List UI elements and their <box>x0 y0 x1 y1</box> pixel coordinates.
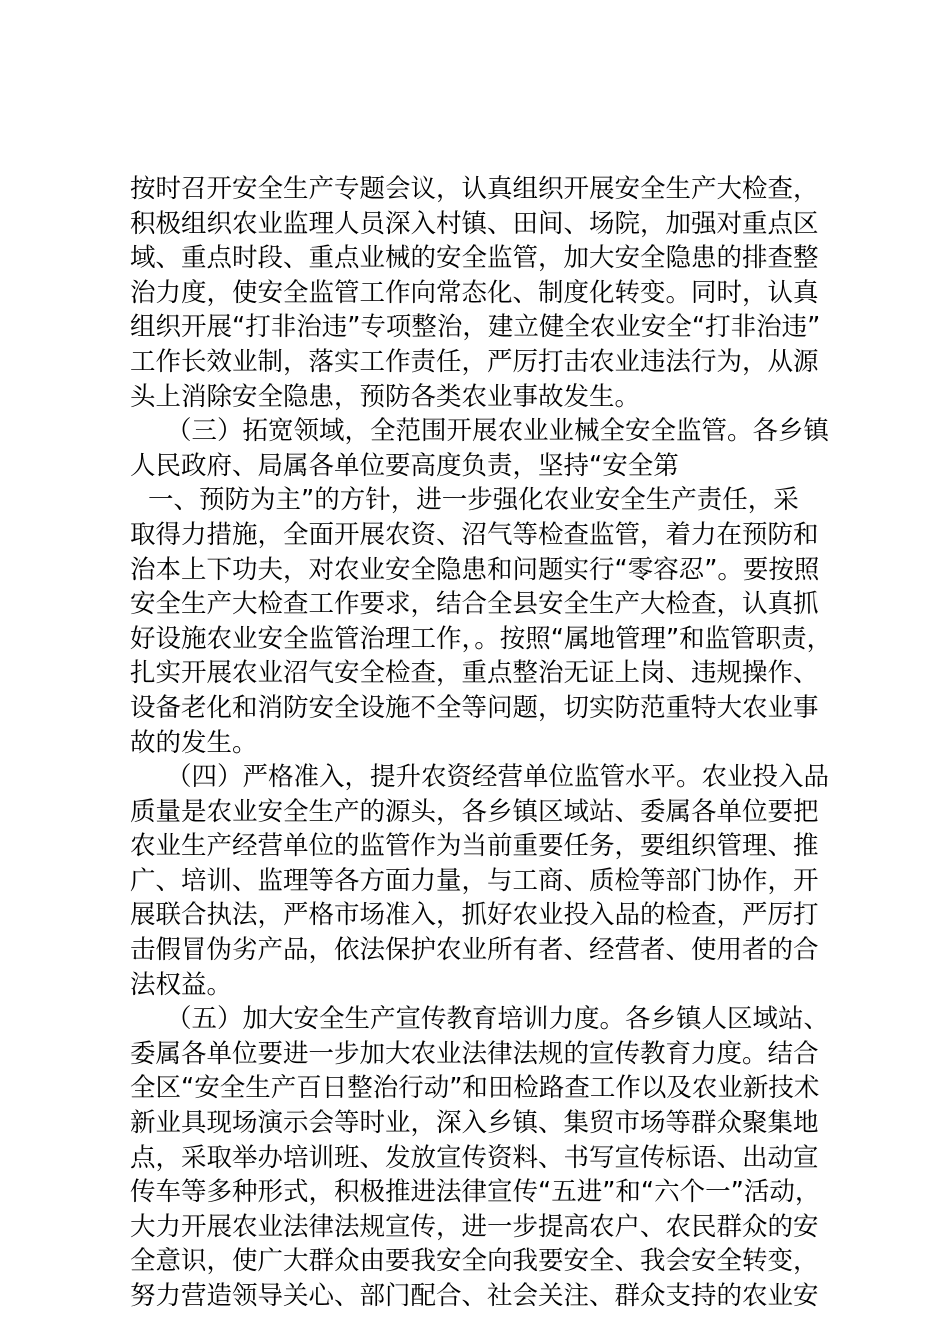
text-line: 全意识，使广大群众由要我安全向我要安全、我会安全转变， <box>130 1246 819 1277</box>
text-line: 委属各单位要进一步加大农业法律法规的宣传教育力度。结合 <box>130 1038 819 1069</box>
text-line: 全区“安全生产百日整治行动”和田检路查工作以及农业新技术 <box>130 1073 820 1104</box>
text-line: 工作长效业制，落实工作责任，严厉打击农业违法行为，从源 <box>130 346 819 377</box>
text-line: 大力开展农业法律法规宣传，进一步提高农户、农民群众的安 <box>130 1211 819 1242</box>
text-line: 农业生产经营单位的监管作为当前重要任务，要组织管理、推 <box>130 831 819 862</box>
text-line: 好设施农业安全监管治理工作，。按照“属地管理”和监管职责， <box>130 623 833 654</box>
text-line: 组织开展“打非治违”专项整治，建立健全农业安全“打非治违” <box>130 312 821 343</box>
text-line: 击假冒伪劣产品，依法保护农业所有者、经营者、使用者的合 <box>130 935 819 966</box>
text-line: 扎实开展农业沼气安全检查，重点整治无证上岗、违规操作、 <box>130 658 819 689</box>
text-line: 质量是农业安全生产的源头，各乡镇区域站、委属各单位要把 <box>130 796 819 827</box>
section-five-heading-line: （五）加大安全生产宣传教育培训力度。各乡镇人区域站、 <box>166 1004 830 1035</box>
text-line: 域、重点时段、重点业械的安全监管，加大安全隐患的排查整 <box>130 243 819 274</box>
text-line: 取得力措施，全面开展农资、沼气等检查监管，着力在预防和 <box>130 519 819 550</box>
text-line: 头上消除安全隐患，预防各类农业事故发生。 <box>130 381 641 412</box>
text-line: 按时召开安全生产专题会议，认真组织开展安全生产大检查， <box>130 174 819 204</box>
section-three-heading-line: （三）拓宽领域，全范围开展农业业械全安全监管。各乡镇 <box>166 416 830 447</box>
text-line: 广、培训、监理等各方面力量，与工商、质检等部门协作，开 <box>130 865 819 896</box>
text-line: 新业具现场演示会等时业，深入乡镇、集贸市场等群众聚集地 <box>130 1108 819 1139</box>
text-line: 传车等多种形式，积极推进法律宣传“五进”和“六个一”活动， <box>130 1177 821 1208</box>
text-line: 故的发生。 <box>130 727 258 758</box>
section-four-heading-line: （四）严格准入，提升农资经营单位监管水平。农业投入品 <box>166 762 830 793</box>
text-line: 努力营造领导关心、部门配合、社会关注、群众支持的农业安 <box>130 1281 819 1311</box>
text-line: 治力度，使安全监管工作向常态化、制度化转变。同时，认真 <box>130 277 819 308</box>
text-line: 人民政府、局属各单位要高度负责，坚持“安全第 <box>130 450 679 481</box>
text-line: 治本上下功夫，对农业安全隐患和问题实行“零容忍”。要按照 <box>130 554 820 585</box>
text-line: 安全生产大检查工作要求，结合全县安全生产大检查，认真抓 <box>130 589 819 620</box>
text-line: 点，采取举办培训班、发放宣传资料、书写宣传标语、出动宣 <box>130 1142 819 1173</box>
text-line: 展联合执法，严格市场准入，抓好农业投入品的检查，严厉打 <box>130 900 819 931</box>
text-line: 一、预防为主”的方针，进一步强化农业安全生产责任，采 <box>148 485 799 516</box>
text-line: 积极组织农业监理人员深入村镇、田间、场院，加强对重点区 <box>130 208 819 239</box>
text-line: 法权益。 <box>130 969 233 1000</box>
text-line: 设备老化和消防安全设施不全等问题，切实防范重特大农业事 <box>130 692 819 723</box>
document-body <box>130 172 850 1314</box>
